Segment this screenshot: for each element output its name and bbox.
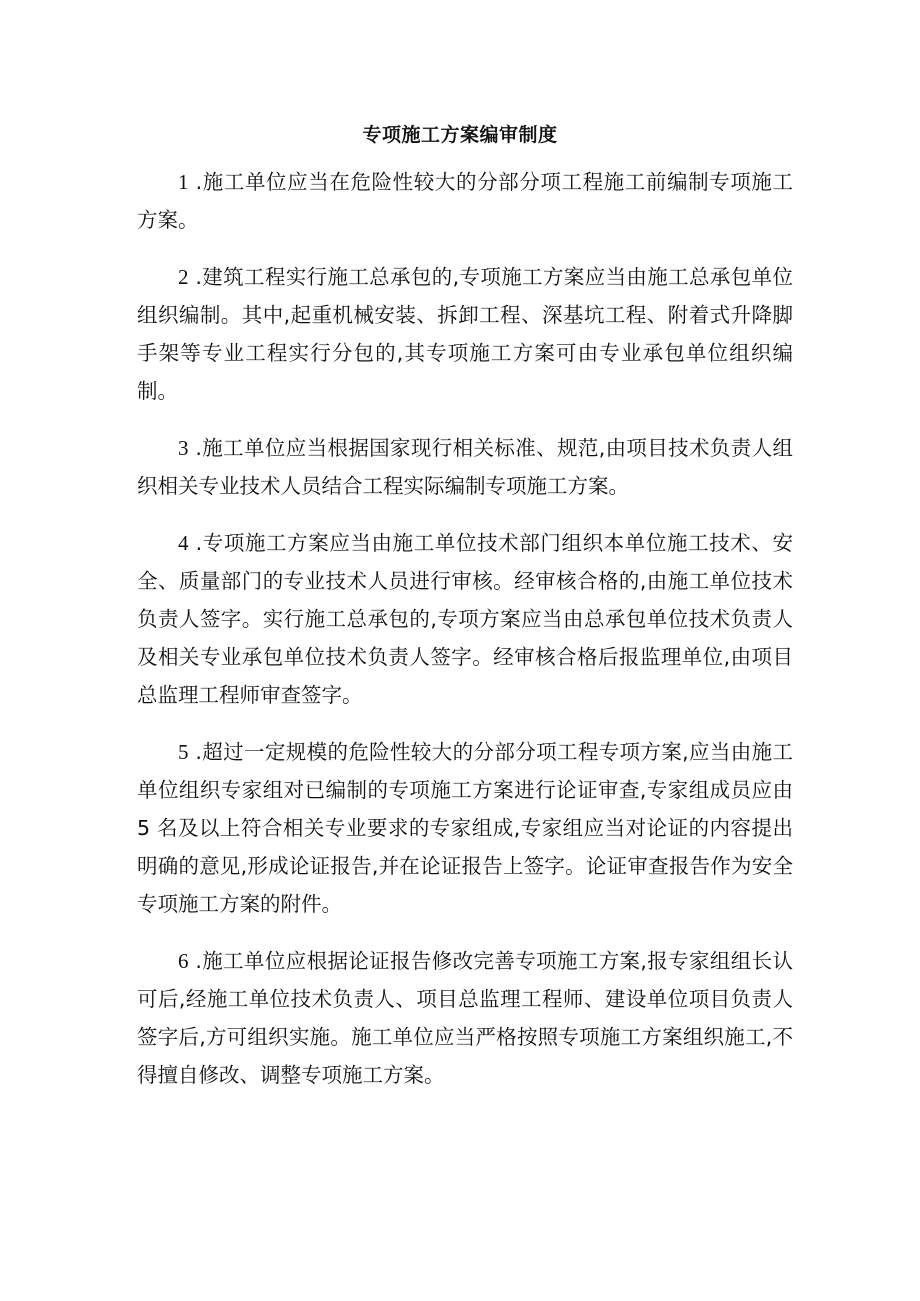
paragraph-4 [137,524,793,714]
document-title: 专项施工方案编审制度 [362,124,558,146]
paragraph-number: 2 [178,265,189,289]
paragraph-text: .超过一定规模的危险性较大的分部分项工程专项方案,应当由施工单位组织专家组对已编制的专项施工方案进行论证审查,专家组成员应由 5 名及以上符合相关专业要求的专家组成,专家组应当对论证的内容提出明确的意见,形成论证报告,并在论证报告上签字。论证审查报告作为安全专项施工方案的附件。 [137,740,793,916]
paragraph-text: .施工单位应根据论证报告修改完善专项施工方案,报专家组组长认可后,经施工单位技术负责人、项目总监理工程师、建设单位项目负责人签字后,方可组织实施。施工单位应当严格按照专项施工方案组织施工,不得擅自修改、调整专项施工方案。 [137,949,793,1087]
paragraph-text: .施工单位应当在危险性较大的分部分项工程施工前编制专项施工方案。 [137,170,793,232]
document-body [137,163,793,1113]
paragraph-text: .建筑工程实行施工总承包的,专项施工方案应当由施工总承包单位组织编制。其中,起重机械安装、拆卸工程、深基坑工程、附着式升降脚手架等专业工程实行分包的,其专项施工方案可由专业承包单位组织编制。 [137,265,793,403]
paragraph-number: 4 [178,531,189,555]
paragraph-3 [137,429,793,505]
paragraph-number: 6 [178,949,189,973]
paragraph-text: .施工单位应当根据国家现行相关标准、规范,由项目技术负责人组织相关专业技术人员结合工程实际编制专项施工方案。 [137,436,793,498]
paragraph-number: 1 [178,170,189,194]
paragraph-6 [137,942,793,1094]
paragraph-1 [137,163,793,239]
paragraph-2 [137,258,793,410]
paragraph-5 [137,733,793,923]
paragraph-number: 3 [178,436,189,460]
paragraph-text: .专项施工方案应当由施工单位技术部门组织本单位施工技术、安全、质量部门的专业技术人员进行审核。经审核合格的,由施工单位技术负责人签字。实行施工总承包的,专项方案应当由总承包单位技术负责人及相关专业承包单位技术负责人签字。经审核合格后报监理单位,由项目总监理工程师审查签字。 [137,531,793,707]
paragraph-number: 5 [178,740,189,764]
